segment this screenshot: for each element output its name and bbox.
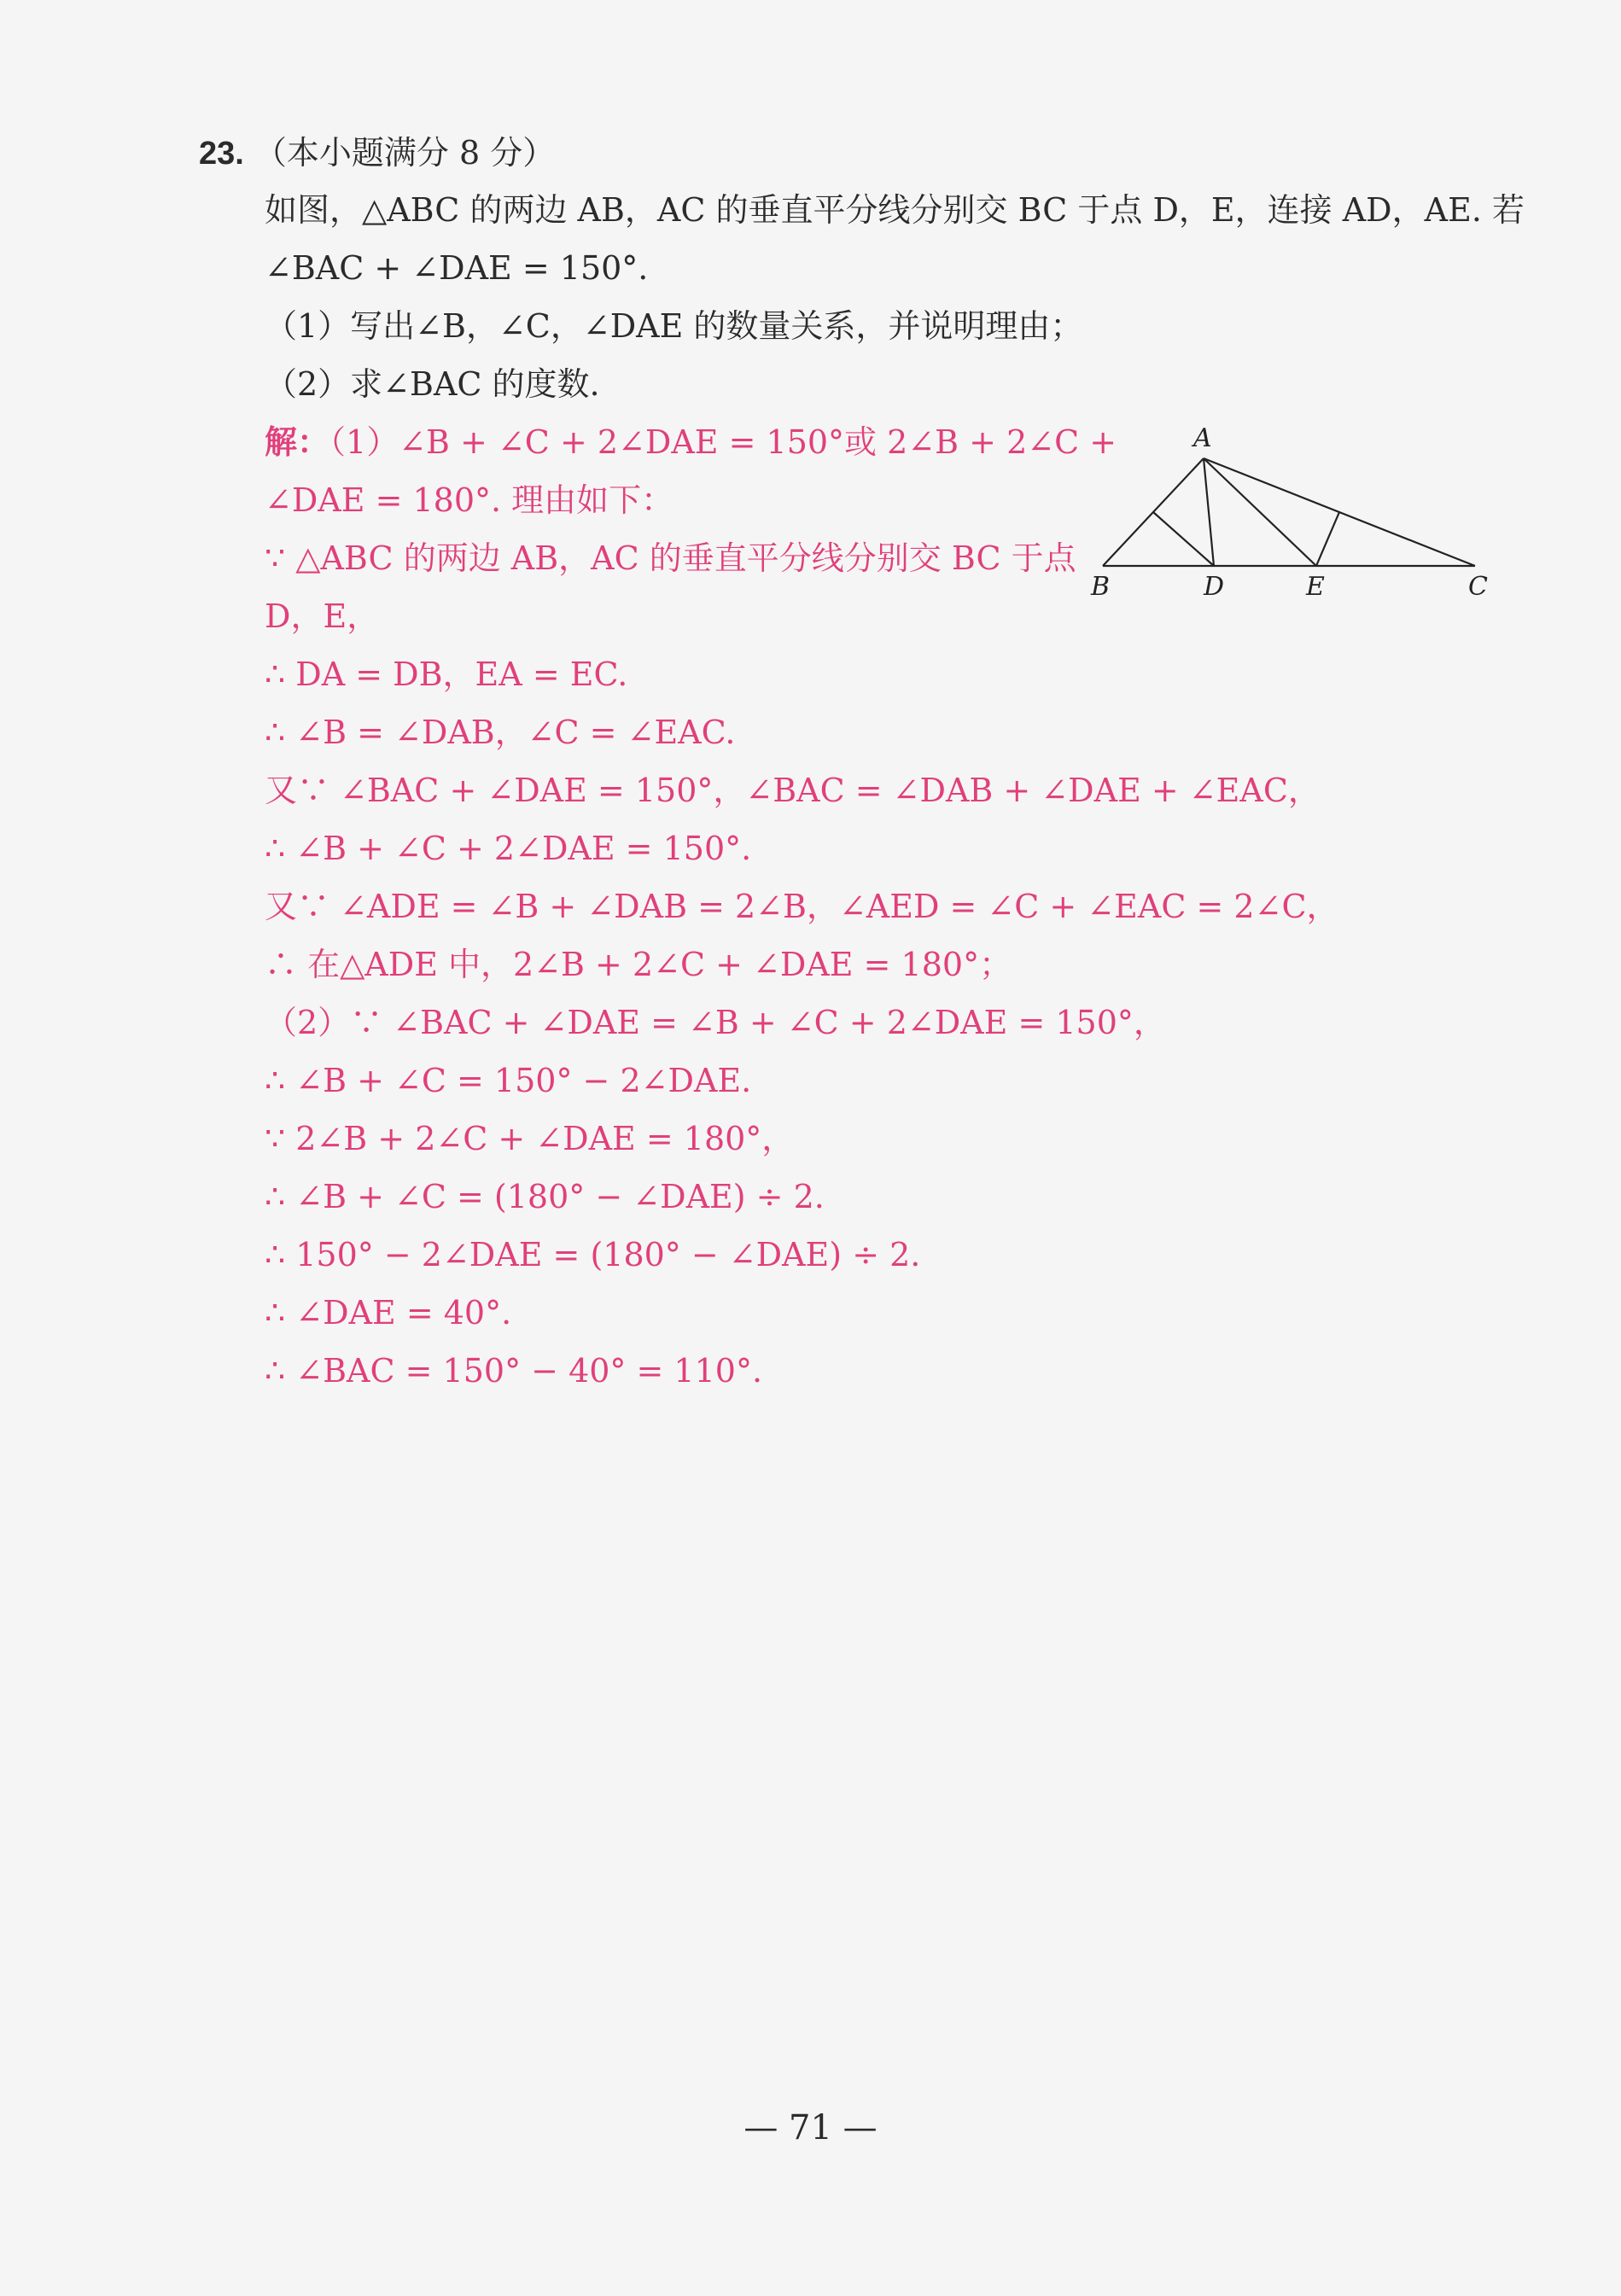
perpendicular-bisector-AC bbox=[1316, 512, 1339, 566]
solution-line-7: 又∵ ∠BAC + ∠DAE = 150°，∠BAC = ∠DAB + ∠DAE + ∠EAC， bbox=[265, 772, 1321, 809]
solution-line-1-text: （1）∠B + ∠C + 2∠DAE = 150°或 2∠B + 2∠C + bbox=[329, 423, 1117, 461]
label-D: D bbox=[1204, 572, 1225, 602]
perpendicular-bisector-AB bbox=[1153, 512, 1214, 566]
solution-line-3: ∵ △ABC 的两边 AB，AC 的垂直平分线分别交 BC 于点 bbox=[265, 539, 1076, 577]
solution-line-9: 又∵ ∠ADE = ∠B + ∠DAB = 2∠B，∠AED = ∠C + ∠EAC = 2∠C， bbox=[265, 888, 1339, 925]
solution-line-14: ∴ ∠B + ∠C = (180° − ∠DAE) ÷ 2. bbox=[265, 1178, 825, 1215]
problem-number: 23. bbox=[199, 136, 244, 172]
solution-line-4: D，E， bbox=[265, 597, 380, 635]
problem-header bbox=[199, 132, 555, 174]
segment-AD bbox=[1204, 458, 1214, 566]
segment-AE bbox=[1204, 458, 1316, 566]
problem-statement-line-1: 如图，△ABC 的两边 AB，AC 的垂直平分线分别交 BC 于点 D，E，连接 AD，AE. 若 bbox=[265, 191, 1525, 229]
solution-line-1 bbox=[265, 422, 1117, 463]
solution-line-17: ∴ ∠BAC = 150° − 40° = 110°. bbox=[265, 1352, 763, 1390]
solution-line-8: ∴ ∠B + ∠C + 2∠DAE = 150°. bbox=[265, 830, 752, 867]
solution-line-11: （2）∵ ∠BAC + ∠DAE = ∠B + ∠C + 2∠DAE = 150°， bbox=[265, 1004, 1166, 1041]
solution-line-12: ∴ ∠B + ∠C = 150° − 2∠DAE. bbox=[265, 1062, 752, 1099]
solution-line-6: ∴ ∠B = ∠DAB，∠C = ∠EAC. bbox=[265, 714, 736, 751]
solution-line-16: ∴ ∠DAE = 40°. bbox=[265, 1294, 512, 1332]
label-B: B bbox=[1091, 572, 1111, 602]
solution-line-10: ∴ 在△ADE 中，2∠B + 2∠C + ∠DAE = 180°； bbox=[265, 946, 1012, 983]
problem-statement-line-2: ∠BAC + ∠DAE = 150°. bbox=[265, 249, 649, 287]
solution-line-5: ∴ DA = DB，EA = EC. bbox=[265, 656, 628, 693]
solution-line-2: ∠DAE = 180°. 理由如下： bbox=[265, 481, 674, 519]
solution-label: 解： bbox=[265, 422, 330, 461]
label-A: A bbox=[1193, 423, 1212, 453]
solution-line-15: ∴ 150° − 2∠DAE = (180° − ∠DAE) ÷ 2. bbox=[265, 1236, 921, 1273]
question-2: （2）求∠BAC 的度数. bbox=[265, 365, 600, 403]
solution-line-13: ∵ 2∠B + 2∠C + ∠DAE = 180°， bbox=[265, 1120, 795, 1157]
label-C: C bbox=[1468, 572, 1488, 602]
triangle-figure bbox=[1084, 422, 1494, 606]
question-1: （1）写出∠B，∠C，∠DAE 的数量关系，并说明理由； bbox=[265, 307, 1083, 345]
problem-score-note: （本小题满分 8 分） bbox=[254, 134, 556, 172]
page-number: — 71 — bbox=[743, 2108, 878, 2147]
label-E: E bbox=[1306, 572, 1325, 602]
